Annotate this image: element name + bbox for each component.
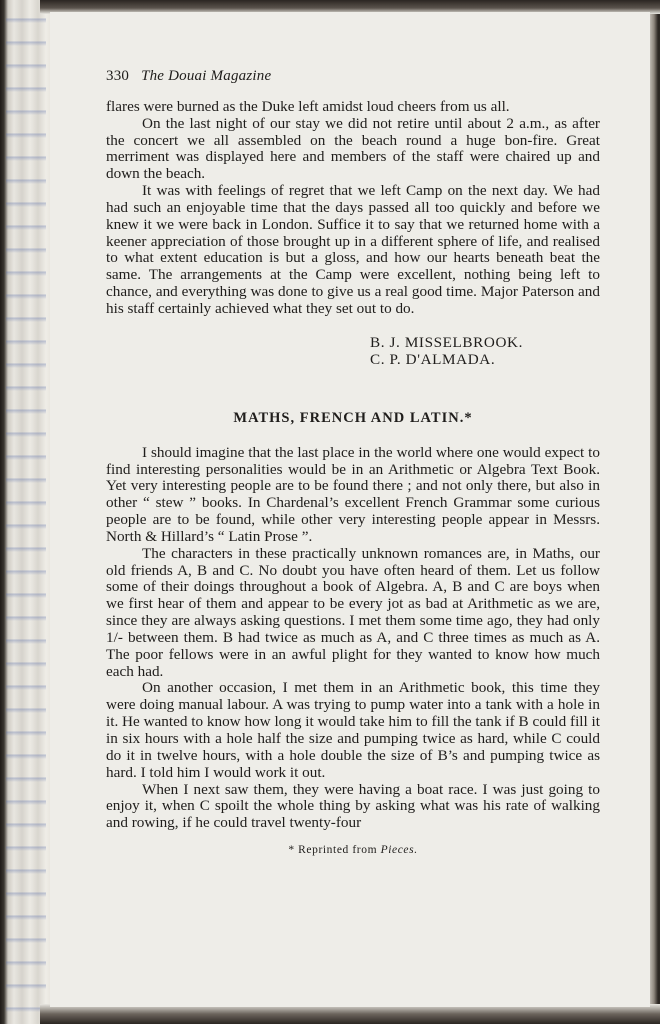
footnote-prefix: * Reprinted from <box>288 844 381 857</box>
page-content <box>106 68 600 859</box>
bottom-shadow <box>40 1004 660 1024</box>
paragraph: flares were burned as the Duke left amidst loud cheers from us all. <box>106 97 510 115</box>
page-number: 330 <box>106 68 130 84</box>
signature: B. J. MISSELBROOK. <box>370 333 523 351</box>
paragraph: On another occasion, I met them in an Arithmetic book, this time they were doing manual labour. A was trying to pump water into a tank with a hole in it. He wanted to know how long it would take him to fill the tank if B could fill it in six hours with a hole half the size and pumping twice as hard, while C could do it in twelve hours, with a hole double the size of B’s and pumping twice as hard. I told him I would work it out. <box>106 679 600 781</box>
footnote-source: Pieces. <box>380 844 418 857</box>
article-heading: MATHS, FRENCH AND LATIN.* <box>233 409 473 426</box>
book-page-edges <box>0 0 52 1024</box>
paragraph: When I next saw them, they were having a boat race. I was just going to enjoy it, when C spoilt the whole thing by asking what was his rate of walking and rowing, if he could travel twenty-four <box>106 780 600 832</box>
paragraph: On the last night of our stay we did not retire until about 2 a.m., as after the concert we all assembled on the beach round a huge bon-fire. Great merriment was displayed here and members of the staff were chaired up and down the beach. <box>106 114 600 183</box>
book-page <box>50 12 650 1007</box>
signatures <box>370 334 600 368</box>
paragraph: The characters in these practically unknown romances are, in Maths, our old friends A, B and C. No doubt you have often heard of them. Let us follow some of their doings throughout a book of Algebra. A, B and C are boys when we first hear of them and appear to be every jot as bad at Arithmetic as we are, since they are always asking questions. I met them some time ago, they had only 1/- between them. B had twice as much as A, and C three times as much as A. The poor fellows were in an awful plight for they wanted to know how much each had. <box>106 544 600 680</box>
paragraph: It was with feelings of regret that we left Camp on the next day. We had had such an enjoyable time that the days passed all too quickly and before we knew it we were back in London. Suffice it to say that we returned home with a keener appreciation of those brought up in a different sphere of life, and realised to what extent education is but a gloss, and how our hearts beneath beat the same. The arrangements at the Camp were excellent, nothing being left to chance, and everything was done to give us a real good time. Major Paterson and his staff certainly achieved what they set out to do. <box>106 182 600 317</box>
footnote <box>106 842 600 859</box>
magazine-title: The Douai Magazine <box>141 68 272 84</box>
signature: C. P. D'ALMADA. <box>370 350 496 368</box>
running-header <box>106 68 600 85</box>
paragraph: I should imagine that the last place in the world where one would expect to find interesting personalities would be in an Arithmetic or Algebra Text Book. Yet very interesting people are to be found there ; and not only there, but also in other “ stew ” books. In Chardenal’s excellent French Grammar some curious people are to be found, while other very interesting people appear in Messrs. North & Hillard’s “ Latin Prose ”. <box>106 443 600 545</box>
